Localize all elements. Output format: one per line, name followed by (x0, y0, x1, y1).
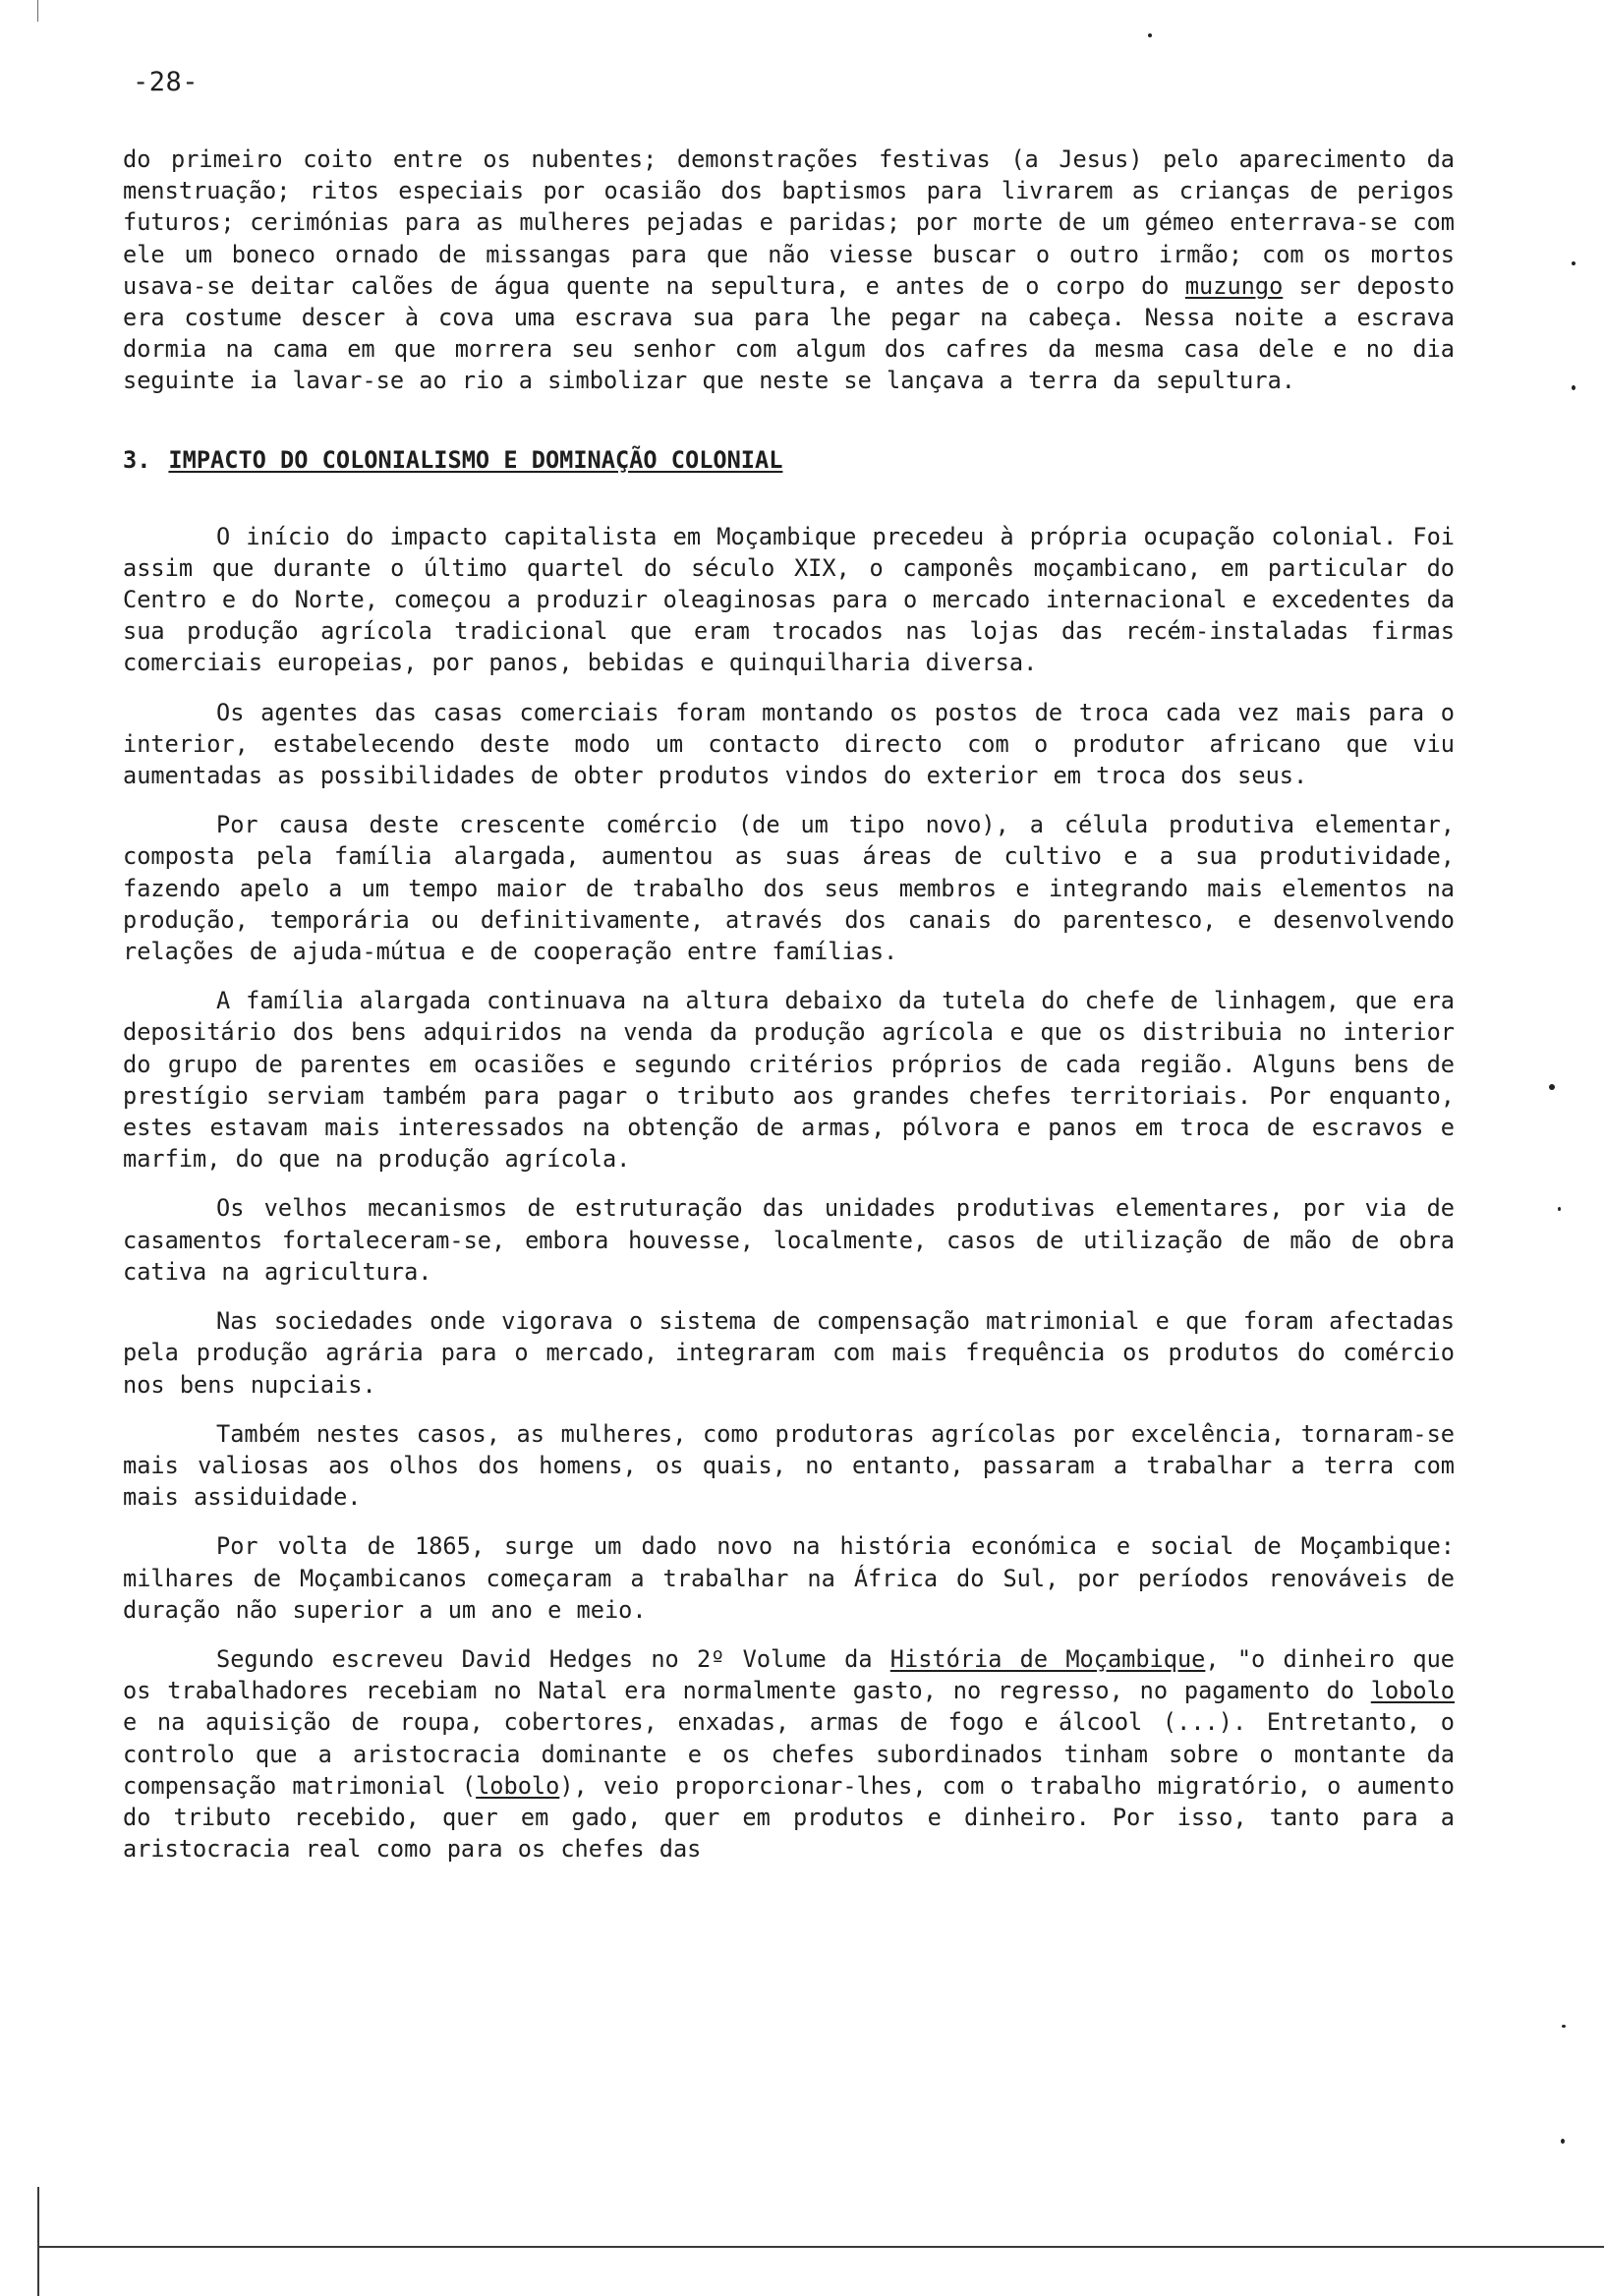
scan-edge-top (37, 0, 38, 22)
scan-edge-left (37, 2187, 39, 2296)
underlined-term: muzungo (1184, 271, 1284, 300)
scan-speck (1572, 385, 1575, 390)
section-title: IMPACTO DO COLONIALISMO E DOMINAÇÃO COLONIAL (168, 445, 783, 474)
paragraph: Nas sociedades onde vigorava o sistema de compensação matrimonial e que foram afectadas pela produção agrária para o mercado, integraram com mais frequência os produtos do comércio nos bens nupciais. (123, 1307, 1455, 1399)
section-number: 3. (123, 445, 151, 474)
underlined-term: lobolo (1370, 1677, 1455, 1705)
paragraph-with-quote (123, 1643, 1455, 1865)
scan-speck (1572, 261, 1575, 265)
paragraph: Por volta de 1865, surge um dado novo na história económica e social de Moçambique: milhares de Moçambicanos começaram a trabalhar na África do Sul, por períodos renováveis de duração não superior a um ano e meio. (123, 1532, 1455, 1624)
paragraph: Os agentes das casas comerciais foram montando os postos de troca cada vez mais para o interior, estabelecendo deste modo um contacto directo com o produtor africano que viu aumentadas as possibilidades de obter produtos vindos do exterior em troca dos seus. (123, 698, 1455, 790)
paragraph-text: ), veio proporcionar-lhes, com o trabalho migratório, o aumento do tributo recebido, quer em gado, quer em produtos e dinheiro. Por isso, tanto para a aristocracia real como para os chefes das (123, 1771, 1455, 1864)
paragraph-text: , "o dinheiro que os trabalhadores recebiam no Natal era normalmente gasto, no regresso, no pagamento do (123, 1644, 1455, 1705)
document-body (123, 144, 1455, 1865)
paragraph-text: e na aquisição de roupa, cobertores, enxadas, armas de fogo e álcool (...). Entretanto, o controlo que a aristocracia dominante e os chefes subordinados tinham sobre o montante da compensação matrimonial ( (123, 1708, 1455, 1800)
paragraph: Por causa deste crescente comércio (de um tipo novo), a célula produtiva elementar, composta pela família alargada, aumentou as suas áreas de cultivo e a sua produtividade, fazendo apelo a um tempo maior de trabalho dos seus membros e integrando mais elementos na produção, temporária ou definitivamente, através dos canais do parentesco, e desenvolvendo relações de ajuda-mútua e de cooperação entre famílias. (123, 811, 1455, 966)
paragraph-text: ser deposto era costume descer à cova uma escrava sua para lhe pegar na cabeça. Nessa noite a escrava dormia na cama em que morrera seu senhor com algum dos cafres da mesma casa dele e no dia seguinte ia lavar-se ao rio a simbolizar que neste se lançava a terra da sepultura. (123, 271, 1455, 395)
scan-speck (1561, 2139, 1565, 2144)
paragraph: O início do impacto capitalista em Moçambique precedeu à própria ocupação colonial. Foi assim que durante o último quartel do século XIX, o camponês moçambicano, em particular do Centro e do Norte, começou a produzir oleaginosas para o mercado internacional e excedentes da sua produção agrícola tradicional que eram trocados nas lojas das recém-instaladas firmas comerciais europeias, por panos, bebidas e quinquilharia diversa. (123, 522, 1455, 677)
paragraph: A família alargada continuava na altura debaixo da tutela do chefe de linhagem, que era depositário dos bens adquiridos na venda da produção agrícola e que os distribuia no interior do grupo de parentes em ocasiões e segundo critérios próprios de cada região. Alguns bens de prestígio serviam também para pagar o tributo aos grandes chefes territoriais. Por enquanto, estes estavam mais interessados na obtenção de armas, pólvora e panos em troca de escravos e marfim, do que na produção agrícola. (123, 987, 1455, 1174)
paragraph-text: Segundo escreveu David Hedges no 2º Volume da (216, 1644, 890, 1673)
underlined-term: lobolo (476, 1771, 560, 1800)
section-heading (123, 444, 1455, 476)
scan-speck (1558, 1207, 1561, 1211)
underlined-title: História de Moçambique (889, 1644, 1206, 1673)
paragraph-text: do primeiro coito entre os nubentes; demonstrações festivas (a Jesus) pelo aparecimento da menstruação; ritos especiais por ocasião dos baptismos para livrarem as crianças de perigos futuros; cerimónias para as mulheres pejadas e paridas; por morte de um gémeo enterrava-se com ele um boneco ornado de missangas para que não viesse buscar o outro irmão; com os mortos usava-se deitar calões de água quente na sepultura, e antes de o corpo do (123, 145, 1455, 300)
page-number: -28- (133, 67, 200, 97)
paragraph: Também nestes casos, as mulheres, como produtoras agrícolas por excelência, tornaram-se mais valiosas aos olhos dos homens, os quais, no entanto, passaram a trabalhar a terra com mais assiduidade. (123, 1419, 1455, 1512)
scan-speck (1549, 1084, 1555, 1090)
paragraph-continuation (123, 144, 1455, 397)
scan-edge-bottom (37, 2246, 1604, 2248)
paragraph: Os velhos mecanismos de estruturação das unidades produtivas elementares, por via de casamentos fortaleceram-se, embora houvesse, localmente, casos de utilização de mão de obra cativa na agricultura. (123, 1194, 1455, 1286)
scan-speck (1562, 2025, 1566, 2028)
scan-speck (1148, 33, 1152, 37)
